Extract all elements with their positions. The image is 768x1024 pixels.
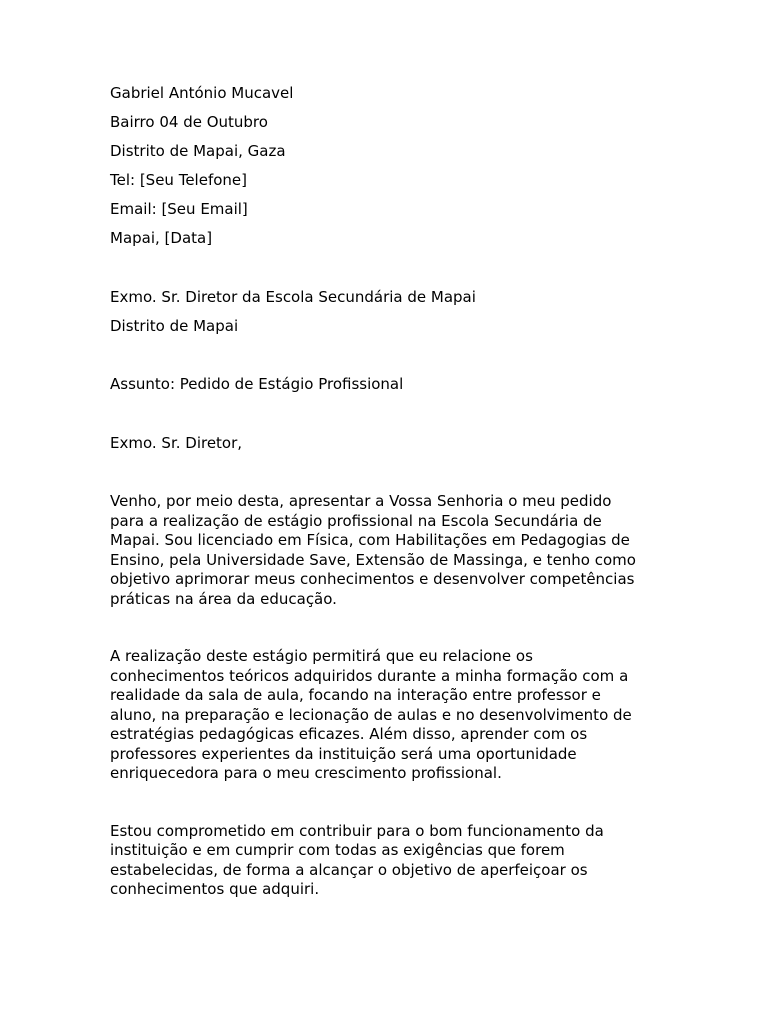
- place-date: Mapai, [Data]: [110, 229, 213, 247]
- sender-block: [110, 84, 658, 249]
- sender-address: Bairro 04 de Outubro: [110, 113, 268, 131]
- recipient-title: Exmo. Sr. Diretor da Escola Secundária de Mapai: [110, 287, 476, 306]
- sender-phone: Tel: [Seu Telefone]: [110, 171, 247, 189]
- recipient-district: Distrito de Mapai: [110, 316, 239, 335]
- body-paragraph-1: Venho, por meio desta, apresentar a Vossa Senhoria o meu pedido para a realização de estágio profissional na Escola Secundária de Mapai. Sou licenciado em Física, com Habilitações em Pedagogias de Ensino, pela Universidade Save, Extensão de Massinga, e tenho como objetivo aprimorar meus conhecimentos e desenvolver competências práticas na área da educação.: [110, 492, 636, 608]
- sender-name: Gabriel António Mucavel: [110, 84, 294, 102]
- sender-email: Email: [Seu Email]: [110, 200, 248, 218]
- salutation: Exmo. Sr. Diretor,: [110, 433, 243, 452]
- body-paragraph-2: A realização deste estágio permitirá que eu relacione os conhecimentos teóricos adquiridos durante a minha formação com a realidade da sala de aula, focando na interação entre professor e aluno, na preparação e lecionação de aulas e no desenvolvimento de estratégias pedagógicas eficazes. Além disso, aprender com os professores experientes da instituição será uma oportunidade enriquecedora para o meu crescimento profissional.: [110, 647, 632, 782]
- subject-line: Assunto: Pedido de Estágio Profissional: [110, 375, 404, 393]
- body-paragraph-3: Estou comprometido em contribuir para o bom funcionamento da instituição e em cumprir com todas as exigências que forem estabelecidas, de forma a alcançar o objetivo de aperfeiçoar os conhecimentos que adquiri.: [110, 821, 604, 898]
- sender-district: Distrito de Mapai, Gaza: [110, 142, 286, 160]
- recipient-block: [110, 288, 658, 337]
